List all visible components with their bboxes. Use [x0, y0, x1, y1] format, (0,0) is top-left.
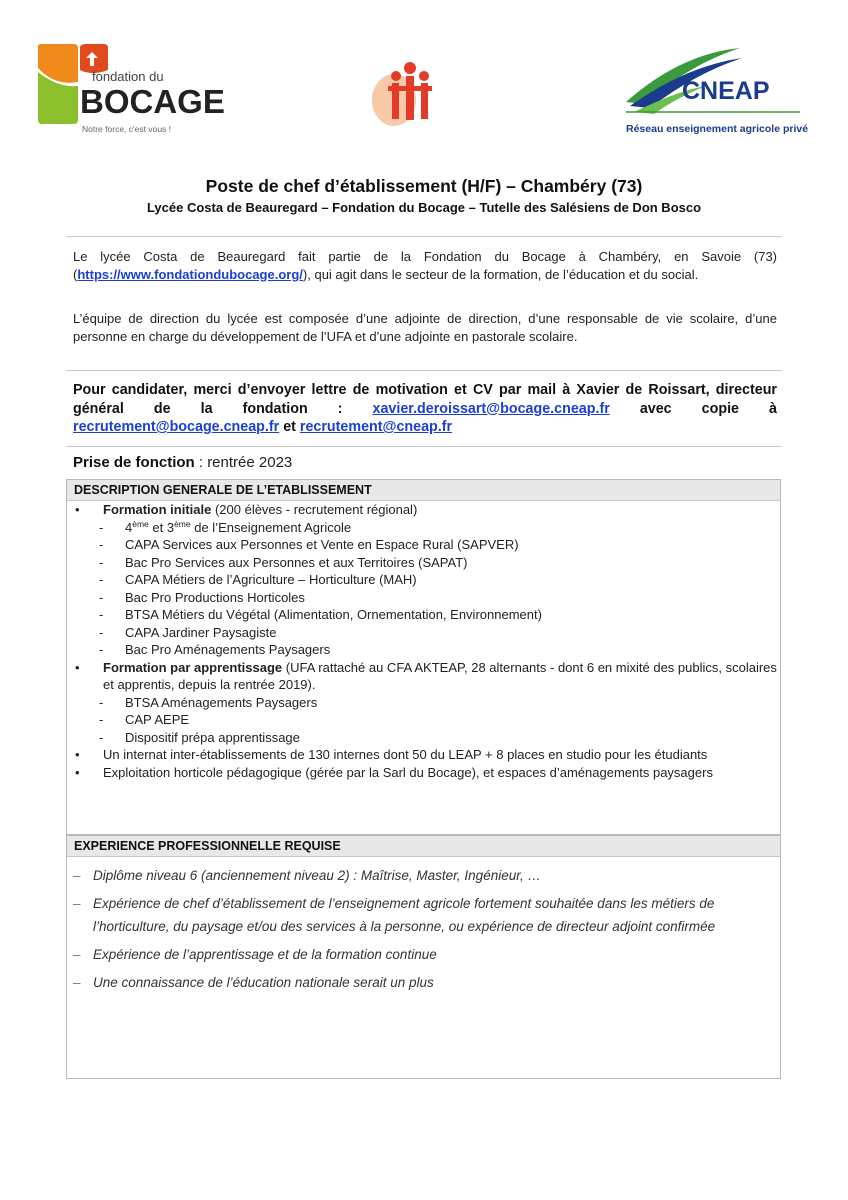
list-item — [67, 892, 780, 938]
application-instructions — [73, 381, 777, 437]
email-link-director[interactable]: xavier.deroissart@bocage.cneap.fr — [372, 400, 610, 417]
formation-initiale-title: Formation initiale — [103, 502, 212, 517]
list-item — [67, 729, 780, 747]
apply-text: et — [279, 419, 300, 435]
svg-text:BOCAGE: BOCAGE — [80, 83, 225, 120]
cneap-swoosh-icon — [620, 42, 810, 137]
formation-item: CAPA Jardiner Paysagiste — [125, 624, 277, 640]
experience-item: Expérience de l’apprentissage et de la formation continue — [93, 947, 437, 962]
superscript: ème — [132, 518, 149, 529]
apprentissage-item: Dispositif prépa apprentissage — [125, 729, 300, 745]
dash-icon: - — [99, 694, 104, 710]
dash-icon: - — [99, 729, 104, 745]
salesian-people-icon — [370, 58, 450, 128]
experience-item: Diplôme niveau 6 (anciennement niveau 2) : Maîtrise, Master, Ingénieur, … — [93, 868, 541, 883]
list-item — [67, 971, 780, 994]
email-link-recrutement-cneap[interactable]: recrutement@cneap.fr — [299, 419, 453, 435]
endash-icon: – — [73, 868, 81, 883]
endash-icon: – — [73, 896, 81, 911]
exploitation-text: Exploitation horticole pédagogique (gérée par la Sarl du Bocage), et espaces d’aménagements paysagers — [103, 764, 713, 780]
experience-item: Expérience de chef d’établissement de l’enseignement agricole fortement souhaitée dans les métiers de l’horticulture, du paysage et/ou des services à la personne, ou expérience de directeur adjoint confirmée — [93, 896, 716, 934]
divider — [66, 236, 782, 237]
divider — [66, 446, 782, 447]
endash-icon: – — [73, 947, 81, 962]
list-item — [67, 519, 780, 537]
experience-heading: EXPERIENCE PROFESSIONNELLE REQUISE — [67, 836, 780, 857]
dash-icon: - — [99, 572, 104, 587]
experience-item: Une connaissance de l’éducation nationale serait un plus — [93, 975, 434, 990]
formation-initiale-note: (200 élèves - recrutement régional) — [211, 502, 418, 517]
superscript: ème — [174, 518, 191, 529]
formation-item: Bac Pro Aménagements Paysagers — [125, 642, 331, 657]
list-item — [67, 864, 780, 887]
dash-icon: - — [99, 537, 104, 552]
bocage-leaf-icon — [34, 42, 234, 142]
bullet-icon: • — [75, 747, 80, 762]
start-date — [73, 454, 292, 471]
formation-item: Bac Pro Services aux Personnes et aux Territoires (SAPAT) — [125, 554, 468, 570]
grade-text: de l’Enseignement Agricole — [190, 519, 352, 535]
list-item — [67, 536, 780, 554]
list-item — [67, 501, 780, 519]
grade-text: 4 — [125, 519, 133, 535]
formation-apprentissage-note: (UFA rattaché au CFA AKTEAP, 28 alternants - dont 6 en mixité des publics, scolaires et apprentis, depuis la rentrée 2019). — [103, 659, 777, 692]
start-date-label: Prise de fonction — [73, 454, 195, 471]
fondation-bocage-logo — [34, 42, 234, 142]
dash-icon: - — [99, 642, 104, 657]
start-date-value: : rentrée 2023 — [194, 454, 293, 471]
dash-icon: - — [99, 519, 104, 535]
intro-paragraph-1 — [73, 248, 777, 283]
list-item — [67, 571, 780, 589]
endash-icon: – — [73, 975, 81, 990]
apprentissage-item: CAP AEPE — [125, 712, 190, 727]
bullet-icon: • — [75, 502, 80, 517]
list-item — [67, 764, 780, 782]
svg-text:Notre force, c'est vous !: Notre force, c'est vous ! — [82, 124, 172, 134]
formation-item: BTSA Métiers du Végétal (Alimentation, Ornementation, Environnement) — [125, 607, 542, 622]
page-title: Poste de chef d’établissement (H/F) – Chambéry (73) — [205, 176, 643, 196]
formation-item: CAPA Services aux Personnes et Vente en Espace Rural (SAPVER) — [125, 537, 519, 552]
description-list — [67, 501, 780, 781]
internat-text: Un internat inter-établissements de 130 internes dont 50 du LEAP + 8 places en studio pour les étudiants — [103, 747, 708, 762]
list-item — [67, 659, 780, 694]
fondation-website-link[interactable]: https://www.fondationdubocage.org/ — [77, 266, 303, 282]
svg-text:fondation du: fondation du — [92, 69, 164, 84]
formation-item: Bac Pro Productions Horticoles — [125, 589, 305, 605]
list-item — [67, 746, 780, 764]
list-item — [67, 624, 780, 642]
intro-paragraph-2: L’équipe de direction du lycée est composée d’une adjointe de direction, d’une responsable de vie scolaire, d’une personne en charge du développement de l’UFA et d’une adjointe en pastorale scolaire. — [73, 311, 777, 344]
email-link-recrutement-bocage[interactable]: recrutement@bocage.cneap.fr — [73, 419, 280, 435]
list-item — [67, 943, 780, 966]
list-item — [67, 641, 780, 659]
grade-text: et 3 — [148, 519, 175, 535]
dash-icon: - — [99, 712, 104, 727]
list-item — [67, 589, 780, 607]
salesiens-logo — [370, 58, 450, 128]
list-item — [67, 694, 780, 712]
dash-icon: - — [99, 589, 104, 605]
apply-text: Pour candidater, merci d’envoyer lettre de motivation et CV par mail à Xavier de Roissart, directeur général de la fondation : — [73, 382, 777, 417]
list-item — [67, 711, 780, 729]
description-section — [66, 479, 781, 835]
bullet-icon: • — [75, 764, 80, 780]
dash-icon: - — [99, 554, 104, 570]
bullet-icon: • — [75, 659, 80, 675]
intro-text: Le lycée Costa de Beauregard fait partie de la Fondation du Bocage à Chambéry, en Savoie (73) ( — [73, 249, 777, 282]
apply-text: avec copie à — [609, 400, 777, 417]
svg-text:Réseau enseignement agricole p: Réseau enseignement agricole privé — [626, 123, 809, 135]
svg-text:CNEAP: CNEAP — [682, 77, 770, 105]
experience-list — [67, 864, 780, 999]
formation-item: CAPA Métiers de l’Agriculture – Horticulture (MAH) — [125, 572, 417, 587]
list-item — [67, 606, 780, 624]
description-heading: DESCRIPTION GENERALE DE L’ETABLISSEMENT — [67, 480, 780, 501]
list-item — [67, 554, 780, 572]
intro-text: ), qui agit dans le secteur de la formation, de l’éducation et du social. — [302, 266, 699, 282]
divider — [66, 370, 782, 371]
formation-apprentissage-title: Formation par apprentissage — [103, 659, 283, 675]
dash-icon: - — [99, 624, 104, 640]
dash-icon: - — [99, 607, 104, 622]
page-subtitle: Lycée Costa de Beauregard – Fondation du Bocage – Tutelle des Salésiens de Don Bosco — [146, 200, 702, 215]
apprentissage-item: BTSA Aménagements Paysagers — [125, 694, 318, 710]
cneap-logo — [620, 42, 810, 137]
experience-section — [66, 835, 781, 1079]
